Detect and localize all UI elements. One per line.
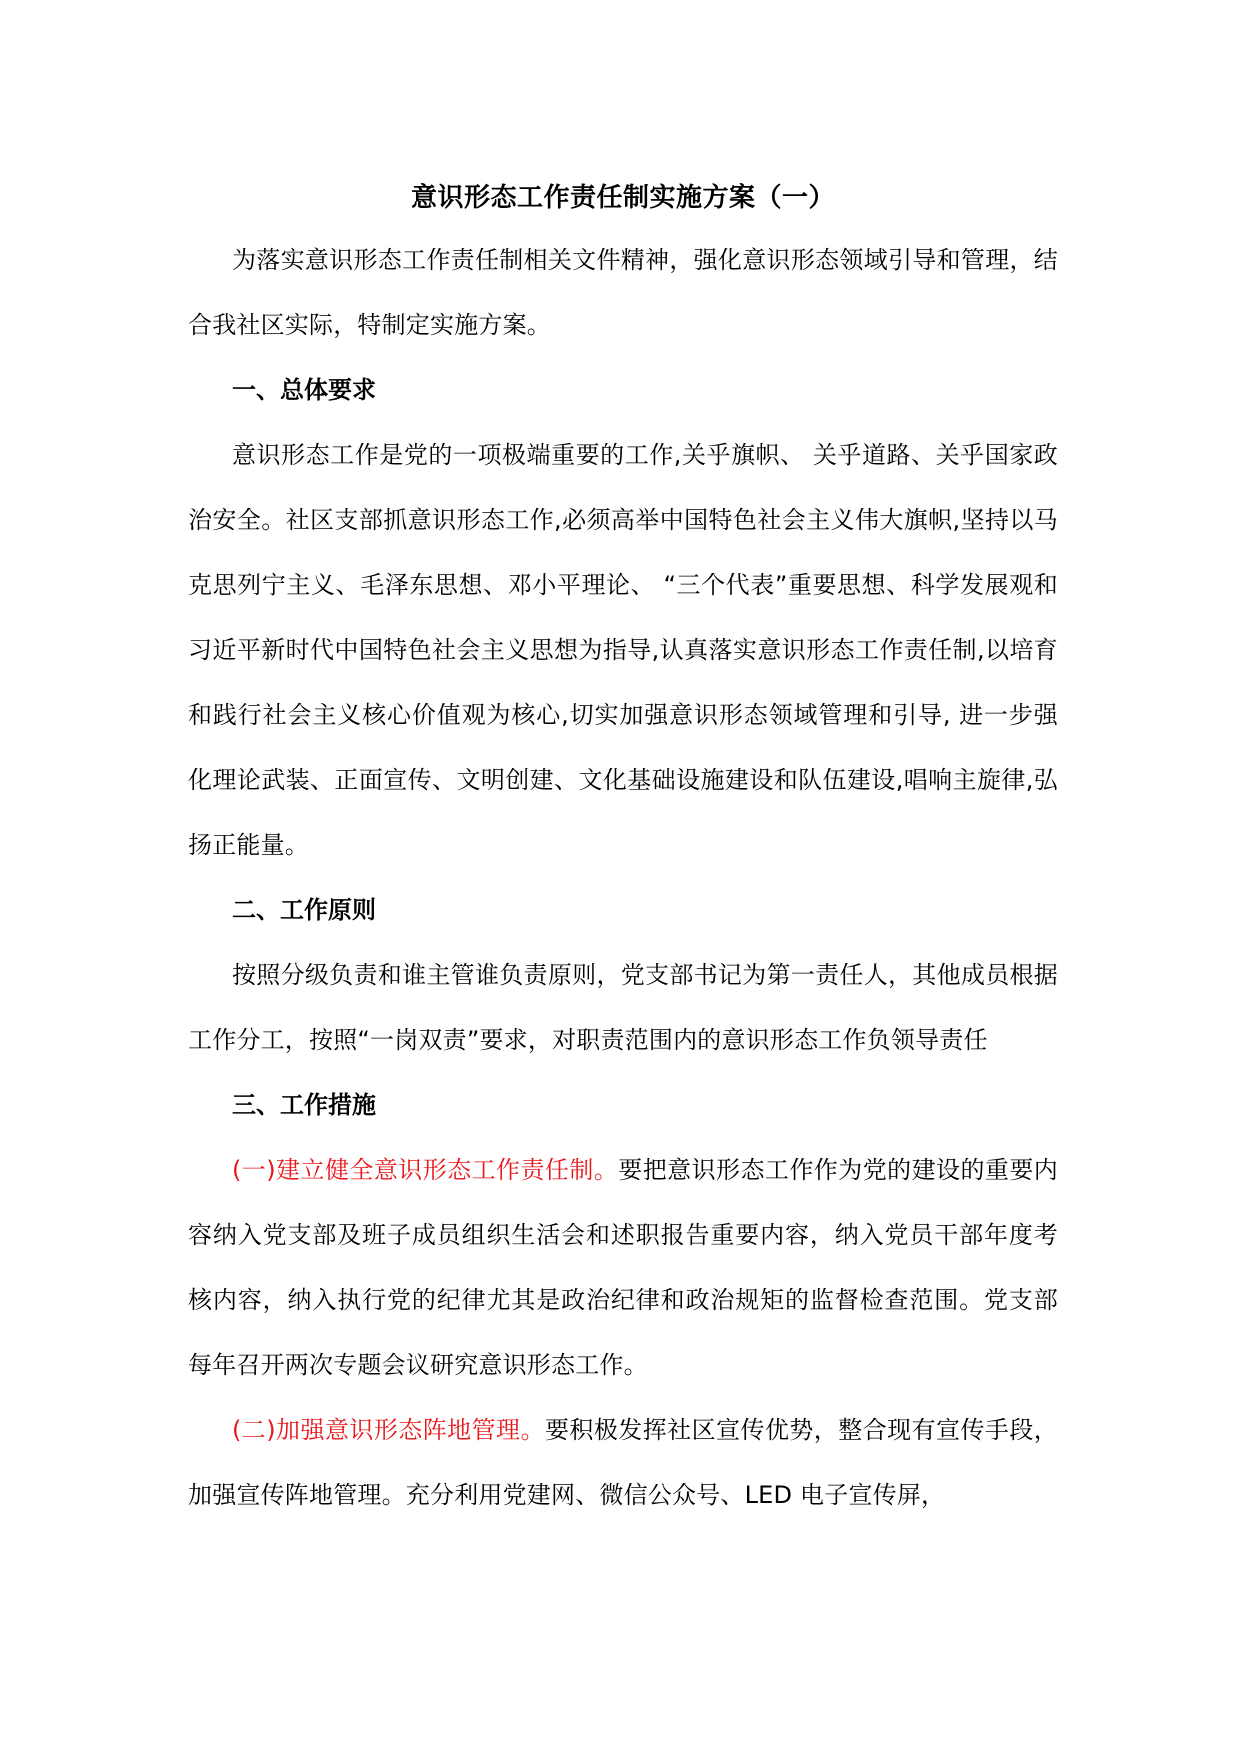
document-body xyxy=(188,168,1058,1528)
measure-paragraph-2 xyxy=(188,1398,1058,1528)
measure-1-lead: (一)建立健全意识形态工作责任制。 xyxy=(232,1156,619,1184)
measure-2-text: 要积极发挥社区宣传优势，整合现有宣传手段，加强宣传阵地管理。充分利用党建网、微信公众号、LED 电子宣传屏， xyxy=(188,1416,1058,1509)
measure-paragraph-1 xyxy=(188,1138,1058,1398)
section-heading-overall-requirements: 一、总体要求 xyxy=(232,376,376,404)
section-heading-work-principles: 二、工作原则 xyxy=(232,896,376,924)
work-principles-paragraph: 按照分级负责和谁主管谁负责原则，党支部书记为第一责任人，其他成员根据工作分工，按照“一岗双责”要求，对职责范围内的意识形态工作负领导责任 xyxy=(188,961,1058,1054)
overall-requirements-paragraph: 意识形态工作是党的一项极端重要的工作,关乎旗帜、 关乎道路、关乎国家政治安全。社区支部抓意识形态工作,必须高举中国特色社会主义伟大旗帜,坚持以马克思列宁主义、毛泽东思想、邓小平理论、 “三个代表”重要思想、科学发展观和习近平新时代中国特色社会主义思想为指导,认真落实意识形态工作责任制,以培育和践行社会主义核心价值观为核心,切实加强意识形态领域管理和引导, 进一步强化理论武装、正面宣传、文明创建、文化基础设施建设和队伍建设,唱响主旋律,弘扬正能量。 xyxy=(188,441,1058,859)
measure-1-text: 要把意识形态工作作为党的建设的重要内容纳入党支部及班子成员组织生活会和述职报告重要内容，纳入党员干部年度考核内容，纳入执行党的纪律尤其是政治纪律和政治规矩的监督检查范围。党支部每年召开两次专题会议研究意识形态工作。 xyxy=(188,1156,1058,1379)
section-heading-work-measures: 三、工作措施 xyxy=(232,1091,376,1119)
document-title: 意识形态工作责任制实施方案（一） xyxy=(410,183,835,213)
intro-paragraph: 为落实意识形态工作责任制相关文件精神，强化意识形态领域引导和管理，结合我社区实际，特制定实施方案。 xyxy=(188,246,1058,339)
measure-2-lead: (二)加强意识形态阵地管理。 xyxy=(232,1416,545,1444)
